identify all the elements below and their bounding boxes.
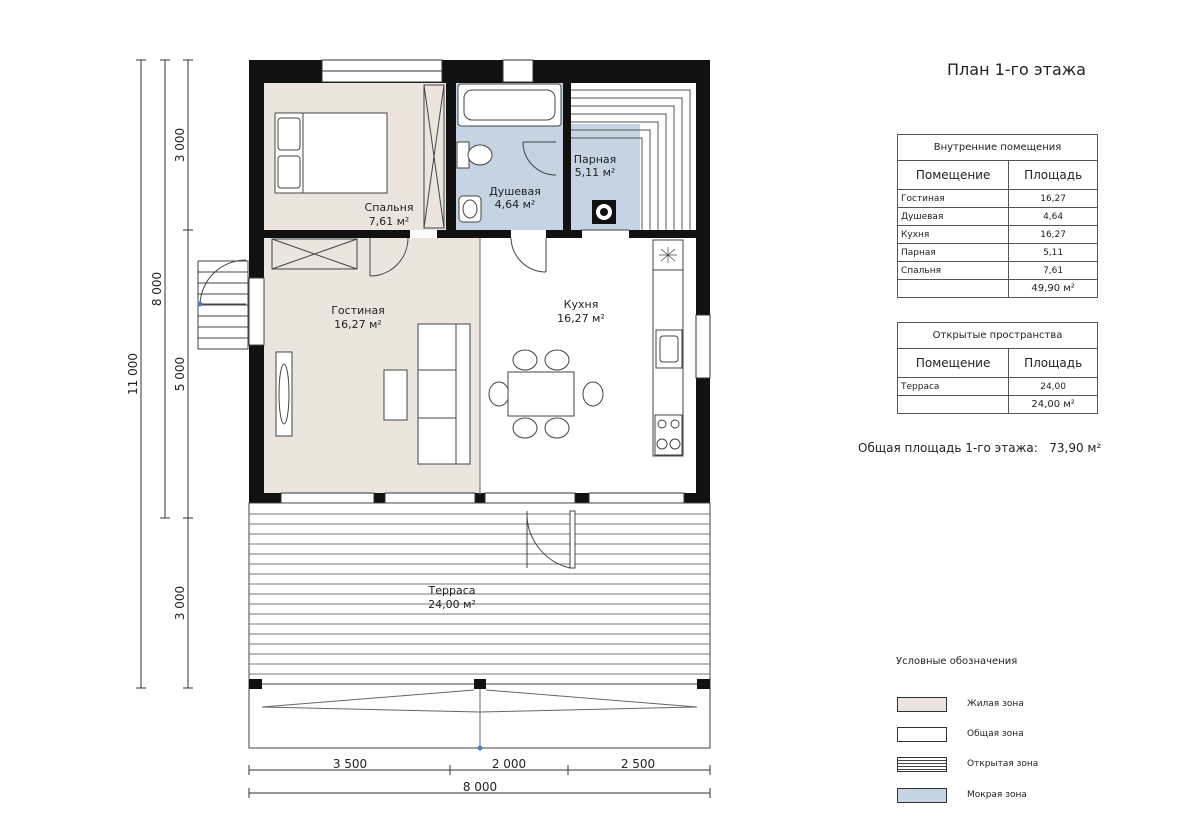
legend-label: Жилая зона: [967, 699, 1024, 709]
terrace-area-label: 24,00 м²: [428, 598, 476, 611]
bed: [275, 113, 387, 193]
table-row: [898, 226, 1098, 244]
table-total: 24,00 м²: [1009, 396, 1098, 414]
table-caption: Внутренние помещения: [898, 135, 1098, 161]
row-area: 7,61: [1009, 262, 1098, 280]
kitchen-door: [511, 238, 546, 272]
sauna-stove: [592, 200, 616, 224]
kitchen-area-label: 16,27 м²: [557, 312, 605, 325]
total-area-value: 73,90 м²: [1049, 441, 1102, 455]
legend-label: Мокрая зона: [967, 790, 1027, 800]
column-header-room: Помещение: [898, 161, 1009, 190]
row-area: 4,64: [1009, 208, 1098, 226]
legend-swatch: [897, 757, 947, 772]
table-caption: Открытые пространства: [898, 323, 1098, 349]
table-total: 49,90 м²: [1009, 280, 1098, 298]
column-header-area: Площадь: [1009, 349, 1098, 378]
sink: [459, 196, 481, 222]
legend-label: Открытая зона: [967, 759, 1039, 769]
legend-title: Условные обозначения: [896, 656, 1018, 667]
legend-swatch: [897, 727, 947, 742]
legend-swatch: [897, 788, 947, 803]
row-room: Кухня: [898, 226, 1009, 244]
total-area: [858, 441, 1101, 455]
row-area: 16,27: [1009, 190, 1098, 208]
dining-table: [489, 350, 603, 438]
dim-left-middle: 5 000: [173, 356, 187, 392]
table-row: [898, 262, 1098, 280]
row-room: Парная: [898, 244, 1009, 262]
dim-bottom-2: 2 000: [491, 757, 527, 771]
table-row: [898, 208, 1098, 226]
table-total-row: [898, 280, 1098, 298]
kitchen-window: [696, 315, 710, 378]
dim-left-bottom: 3 000: [173, 585, 187, 621]
row-room: Терраса: [898, 378, 1009, 396]
coffee-table: [384, 370, 407, 420]
table-row: [898, 378, 1098, 396]
dim-left-8000: 8 000: [150, 271, 164, 307]
shower-name: Душевая: [489, 185, 541, 198]
dim-bottom-1: 3 500: [332, 757, 368, 771]
dim-bottom-total: 8 000: [462, 780, 498, 794]
row-area: 24,00: [1009, 378, 1098, 396]
kitchen-counter: [653, 240, 683, 456]
kitchen-name: Кухня: [563, 298, 599, 311]
terrace-deck: [249, 503, 710, 751]
column-header-room: Помещение: [898, 349, 1009, 378]
row-area: 5,11: [1009, 244, 1098, 262]
row-room: Душевая: [898, 208, 1009, 226]
row-room: Гостиная: [898, 190, 1009, 208]
row-room: Спальня: [898, 262, 1009, 280]
legend-swatch: [897, 697, 947, 712]
bedroom-name: Спальня: [364, 201, 414, 214]
tv-stand: [276, 352, 292, 436]
row-area: 16,27: [1009, 226, 1098, 244]
living-name: Гостиная: [331, 304, 385, 317]
open-spaces-table: [897, 322, 1098, 414]
total-area-label: Общая площадь 1-го этажа:: [858, 441, 1038, 455]
table-row: [898, 244, 1098, 262]
indoor-rooms-table: [897, 134, 1098, 298]
dim-bottom-3: 2 500: [620, 757, 656, 771]
steam-area-label: 5,11 м²: [574, 166, 616, 179]
living-area-label: 16,27 м²: [334, 318, 382, 331]
column-header-area: Площадь: [1009, 161, 1098, 190]
shower-tray: [458, 84, 561, 126]
dim-left-total: 11 000: [126, 353, 140, 395]
legend-label: Общая зона: [967, 729, 1024, 739]
shower-area-label: 4,64 м²: [494, 198, 536, 211]
bedroom-area-label: 7,61 м²: [368, 215, 410, 228]
table-total-row: [898, 396, 1098, 414]
plan-title: План 1-го этажа: [947, 60, 1086, 79]
dim-left-top: 3 000: [173, 127, 187, 163]
terrace-name: Терраса: [428, 584, 476, 597]
steam-name: Парная: [573, 153, 617, 166]
table-row: [898, 190, 1098, 208]
entry-marker: [198, 302, 203, 307]
sofa: [418, 324, 470, 464]
